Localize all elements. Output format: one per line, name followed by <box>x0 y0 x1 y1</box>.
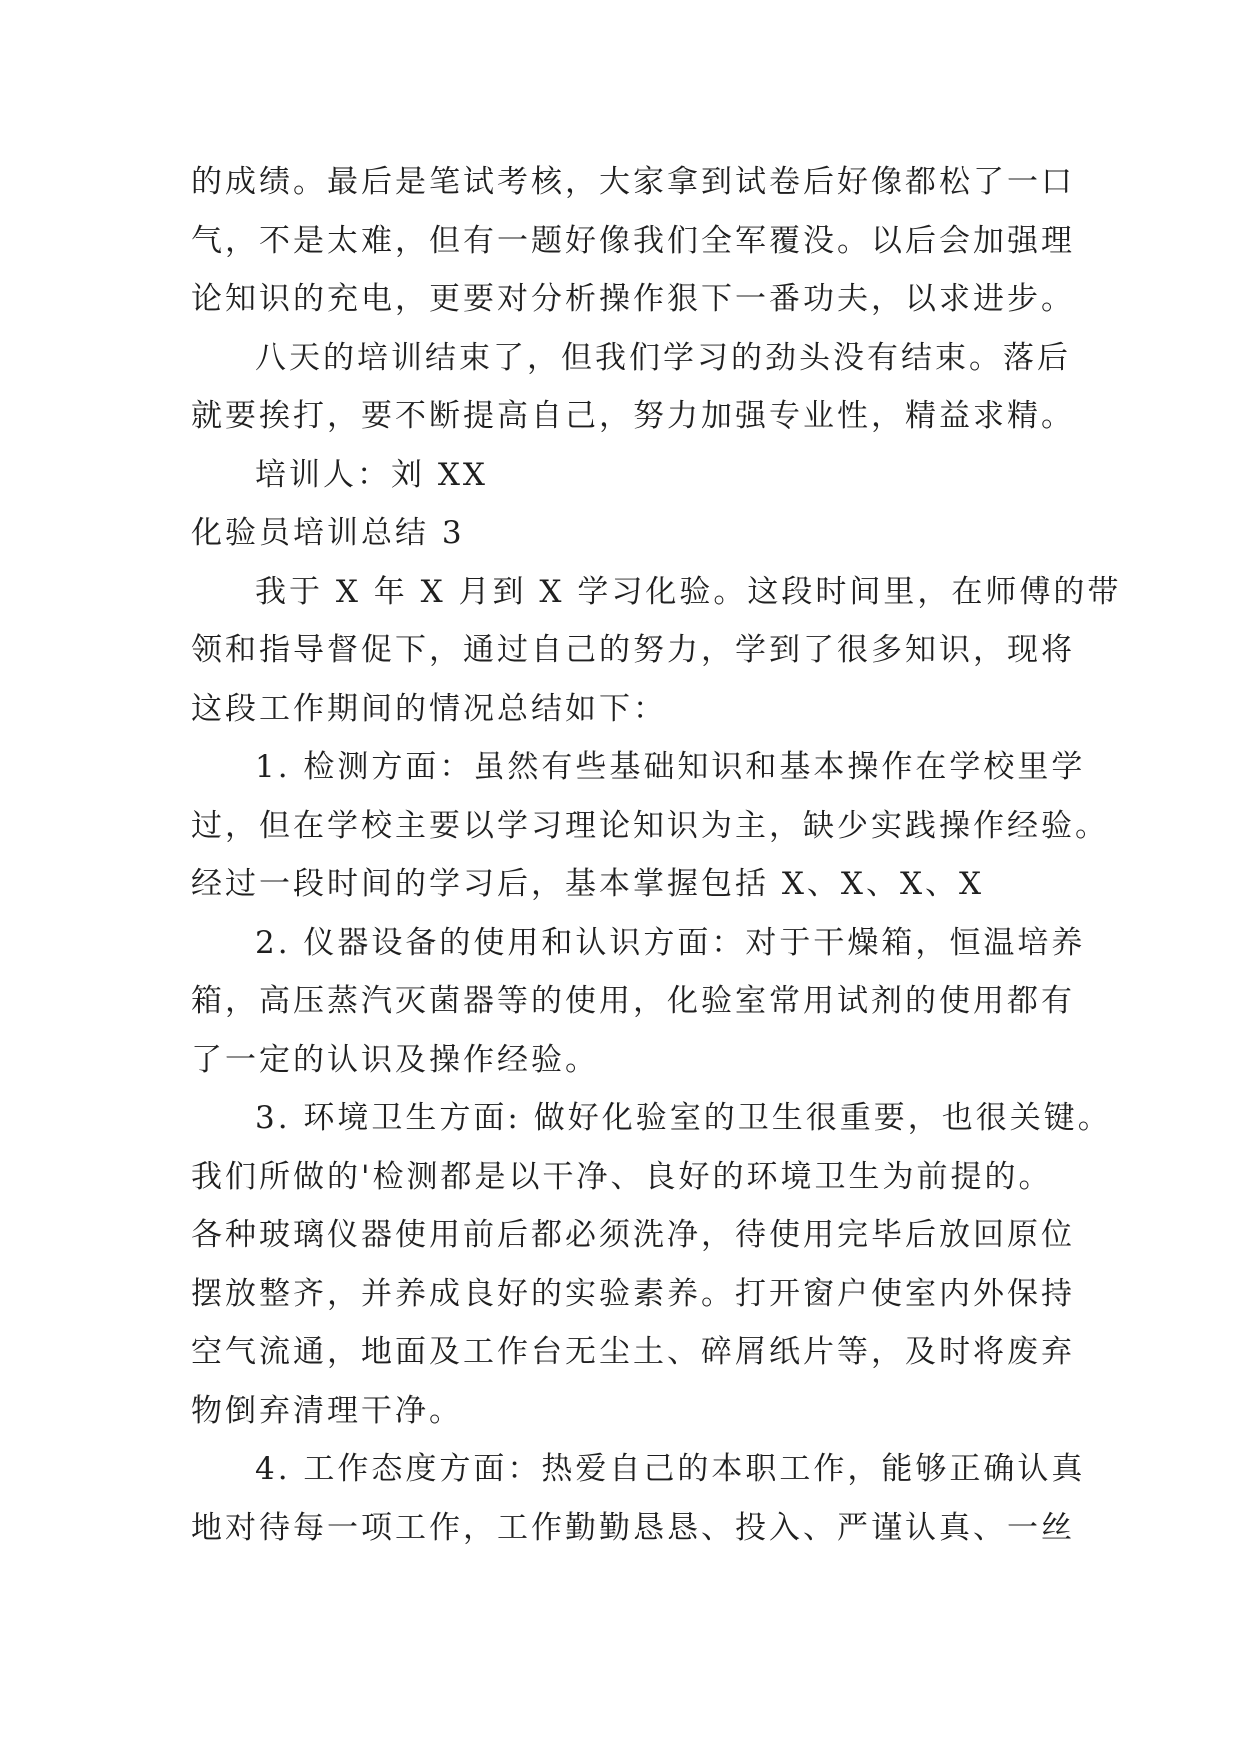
paragraph-line: 就要挨打，要不断提高自己，努力加强专业性，精益求精。 <box>191 398 1075 434</box>
list-item-line: 各种玻璃仪器使用前后都必须洗净，待使用完毕后放回原位 <box>191 1217 1075 1253</box>
list-item-line: 物倒弃清理干净。 <box>191 1392 463 1429</box>
list-item-line: 过，但在学校主要以学习理论知识为主，缺少实践操作经验。 <box>191 807 1109 844</box>
section-heading: 化验员培训总结 3 <box>191 515 465 551</box>
list-item-line: 摆放整齐，并养成良好的实验素养。打开窗户使室内外保持 <box>191 1275 1075 1312</box>
list-item-line: 4. 工作态度方面：热爱自己的本职工作，能够正确认真 <box>255 1451 1086 1487</box>
paragraph-line: 八天的培训结束了，但我们学习的劲头没有结束。落后 <box>255 339 1071 376</box>
list-item-line: 空气流通，地面及工作台无尘土、碎屑纸片等，及时将废弃 <box>191 1334 1075 1370</box>
list-item-line: 2. 仪器设备的使用和认识方面：对于干燥箱，恒温培养 <box>255 924 1086 961</box>
list-item-line: 我们所做的'检测都是以干净、良好的环境卫生为前提的。 <box>191 1158 1053 1195</box>
paragraph-line: 这段工作期间的情况总结如下： <box>191 690 667 727</box>
list-item-line: 箱，高压蒸汽灭菌器等的使用，化验室常用试剂的使用都有 <box>191 983 1075 1019</box>
list-item-line: 3. 环境卫生方面: 做好化验室的卫生很重要，也很关键。 <box>255 1100 1112 1136</box>
paragraph-line: 气，不是太难，但有一题好像我们全军覆没。以后会加强理 <box>191 222 1075 259</box>
trainee-signature-line: 培训人：刘 XX <box>255 456 488 493</box>
list-item-line: 了一定的认识及操作经验。 <box>191 1041 599 1078</box>
document-body <box>191 153 1122 1557</box>
paragraph-line: 我于 X 年 X 月到 X 学习化验。这段时间里，在师傅的带 <box>255 573 1122 610</box>
paragraph-line: 论知识的充电，更要对分析操作狠下一番功夫，以求进步。 <box>191 281 1075 317</box>
list-item-line: 经过一段时间的学习后，基本掌握包括 X、X、X、X <box>191 866 985 902</box>
paragraph-line: 领和指导督促下，通过自己的努力，学到了很多知识，现将 <box>191 632 1075 668</box>
paragraph-line: 的成绩。最后是笔试考核，大家拿到试卷后好像都松了一口 <box>191 164 1075 200</box>
list-item-line: 1. 检测方面：虽然有些基础知识和基本操作在学校里学 <box>255 749 1086 785</box>
list-item-line: 地对待每一项工作，工作勤勤恳恳、投入、严谨认真、一丝 <box>191 1509 1075 1546</box>
